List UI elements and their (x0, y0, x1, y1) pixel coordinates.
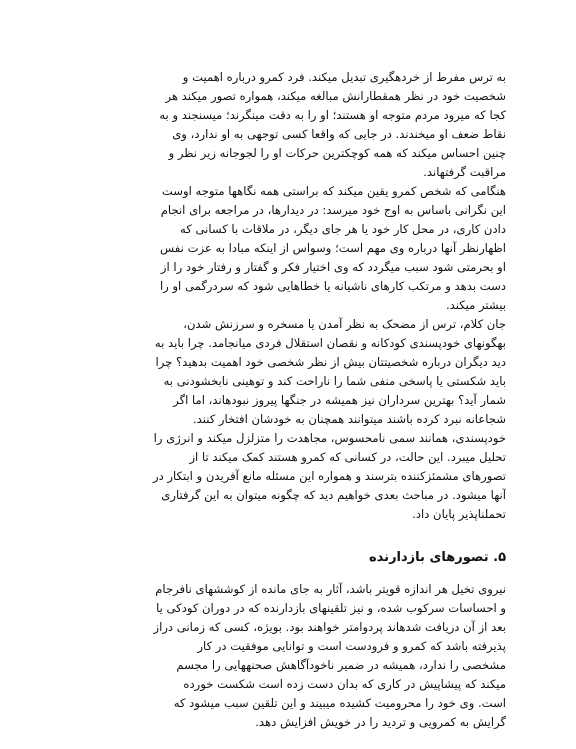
text-line: کجا که میرود مردم متوجه او هستند؛ او را به دقت مینگرند؛ میسنجند و به (159, 108, 506, 122)
text-line: هنگامی که شخص کمرو یقین میکند که براستی همه نگاهها متوجه اوست (161, 184, 506, 198)
text-line: گرایش به کمرویی و تردید را در خویش افزایش دهد. (255, 715, 506, 729)
text-line: دست بدهد و مرتکب کارهای ناشیانه یا خطاهایی شود که سردرگمی او را (159, 279, 506, 293)
text-line: او بحرمتی شود سبب میگردد که وی اختیار فکر و گفتار و رفتار خود را از (160, 260, 506, 274)
text-line: نیروی تخیل هر اندازه قویتر باشد، آثار به جای مانده از کوششهای نافرجام (155, 582, 506, 596)
text-line: نقاط ضعف او میخندند. در جایی که واقعا کسی توجهی به او ندارد، وی (172, 127, 506, 141)
document-page (72, 68, 506, 732)
text-line: باید شکستی یا پاسخی منفی شما را ناراحت کند و توهینی نابخشودنی به (163, 374, 506, 388)
paragraph-1 (72, 68, 506, 182)
text-line: دادن کاری، در محل کار خود یا هر جای دیگر، در ملاقات با کسانی که (180, 222, 506, 236)
text-line: میکند که پیشاپیش در کاری که بدان دست زده است شکست خورده (183, 677, 506, 691)
text-line: مشخصی را ندارد، همیشه در ضمیر ناخودآگاهش صحنههایی را مجسم (176, 658, 506, 672)
text-line: اظهارنظر آنها درباره وی مهم است؛ وسواس از اینکه مبادا به عزت نفس (160, 241, 506, 255)
text-line: شمار آید؟ بهترین سرداران نیز همیشه در جنگها پیروز نبودهاند، اما اگر (173, 393, 506, 407)
paragraph-5 (72, 580, 506, 732)
text-line: است. وی خود را محرومیت کشیده میبیند و این تلقین سبب میشود که (173, 696, 506, 710)
text-line: شخصیت خود در نظر همقطارانش مبالغه میکند، همواره تصور میکند هر (165, 89, 506, 103)
text-line: و احساسات سرکوب شده، و نیز تلقینهای بازدارنده که در دوران کودکی یا (156, 601, 506, 615)
text-line: بهگونهای خودپسندی کودکانه و نقصان استقلال فردی میانجامد. چرا باید به (154, 336, 506, 350)
text-line: مراقبت گرفتهاند. (423, 165, 506, 179)
text-line: جان کلام، ترس از مضحک به نظر آمدن یا مسخره و سرزنش شدن، (183, 317, 506, 331)
paragraph-4 (72, 429, 506, 524)
text-line: دید دیگران درباره شخصیتتان بیش از نظر شخصی خود اهمیت بدهید؟ چرا (155, 355, 506, 369)
paragraph-2 (72, 182, 506, 315)
text-line: چنین احساس میکند که همه کوچکترین حرکات او را لجوجانه زیر نظر و (168, 146, 506, 160)
text-line: پذیرفته باشد که کمرو و فرودست است و توانایی موفقیت در کار (197, 639, 506, 653)
text-line: بعد از آن دریافت شدهاند پردوامتر خواهند بود. بویژه، کسی که زمانی دراز (153, 620, 506, 634)
paragraph-3 (72, 315, 506, 429)
text-line: آنها میشود. در مباحث بعدی خواهیم دید که چگونه میتوان به این گرفتاری (161, 488, 506, 502)
text-line: تصورهای مشمئزکننده بترسند و همواره این مسئله مانع آفریدن و ابتکار در (152, 469, 506, 483)
text-line: شجاعانه نبرد کرده باشند میتوانند همچنان به خودشان افتخار کنند. (192, 412, 506, 426)
text-line: تحملناپذیر پایان داد. (412, 507, 506, 521)
section-heading: ۵. تصورهای بازدارنده (369, 550, 506, 565)
text-line: تحلیل میبرد. این حالت، در کسانی که کمرو هستند کمک میکند تا از (189, 450, 506, 464)
text-line: به ترس مفرط از خردهگیری تبدیل میکند. فرد کمرو درباره اهمیت و (182, 70, 506, 84)
text-line: این نگرانی باساس به اوج خود میرسد: در دیدارها، در مراجعه برای انجام (160, 203, 506, 217)
text-line: خودپسندی، همانند سمی نامحسوس، مجاهدت را متزلزل میکند و انرژی را (153, 431, 506, 445)
text-line: بیشتر میکند. (445, 298, 506, 312)
